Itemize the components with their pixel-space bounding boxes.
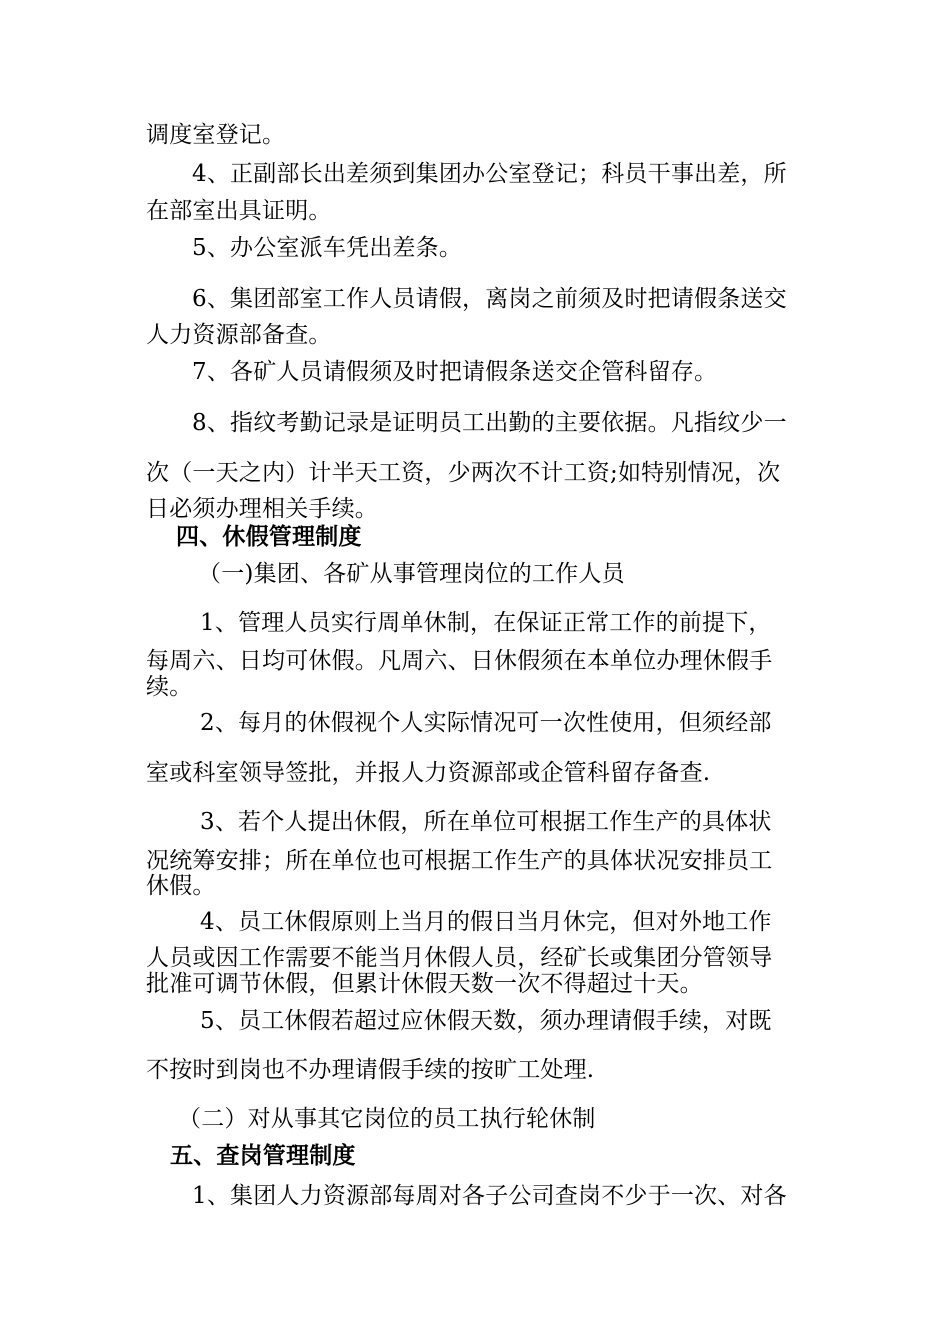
text-line: 休假。 bbox=[146, 873, 216, 899]
section-heading-leave: 四、休假管理制度 bbox=[176, 523, 362, 550]
text-line: 室或科室领导签批，并报人力资源部或企管科留存备查. bbox=[146, 760, 711, 786]
text-line: 8、指纹考勤记录是证明员工出勤的主要依据。凡指纹少一 bbox=[192, 410, 787, 436]
text-line: 况统筹安排；所在单位也可根据工作生产的具体状况安排员工 bbox=[146, 848, 773, 874]
text-line: 人力资源部备查。 bbox=[146, 322, 332, 348]
text-line: 4、员工休假原则上当月的假日当月休完，但对外地工作 bbox=[200, 909, 772, 935]
text-line: 每周六、日均可休假。凡周六、日休假须在本单位办理休假手 bbox=[146, 648, 773, 674]
text-line: 2、每月的休假视个人实际情况可一次性使用，但须经部 bbox=[200, 710, 772, 736]
text-line: 不按时到岗也不办理请假手续的按旷工处理. bbox=[146, 1057, 595, 1083]
text-line: 5、员工休假若超过应休假天数，须办理请假手续，对既 bbox=[200, 1008, 772, 1034]
subsection-heading: （一)集团、各矿从事管理岗位的工作人员 bbox=[198, 561, 625, 587]
text-line: 次（一天之内）计半天工资，少两次不计工资;如特别情况，次 bbox=[146, 460, 781, 486]
subsection-heading: （二）对从事其它岗位的员工执行轮休制 bbox=[178, 1106, 596, 1132]
text-line: 续。 bbox=[146, 674, 193, 700]
text-line: 1、集团人力资源部每周对各子公司查岗不少于一次、对各 bbox=[192, 1183, 787, 1209]
text-line: 调度室登记。 bbox=[146, 122, 286, 148]
text-line: 在部室出具证明。 bbox=[146, 198, 332, 224]
text-line: 6、集团部室工作人员请假，离岗之前须及时把请假条送交 bbox=[192, 286, 787, 312]
text-line: 1、管理人员实行周单休制，在保证正常工作的前提下， bbox=[200, 610, 772, 636]
text-line: 7、各矿人员请假须及时把请假条送交企管科留存。 bbox=[192, 359, 718, 385]
text-line: 人员或因工作需要不能当月休假人员，经矿长或集团分管领导 bbox=[146, 945, 773, 971]
text-line: 3、若个人提出休假，所在单位可根据工作生产的具体状 bbox=[200, 809, 772, 835]
text-line: 日必须办理相关手续。 bbox=[146, 496, 378, 522]
section-heading-inspection: 五、查岗管理制度 bbox=[170, 1142, 356, 1169]
text-line: 批准可调节休假，但累计休假天数一次不得超过十天。 bbox=[146, 971, 703, 997]
text-line: 5、办公室派车凭出差条。 bbox=[192, 235, 463, 261]
text-line: 4、正副部长出差须到集团办公室登记；科员干事出差，所 bbox=[192, 161, 787, 187]
